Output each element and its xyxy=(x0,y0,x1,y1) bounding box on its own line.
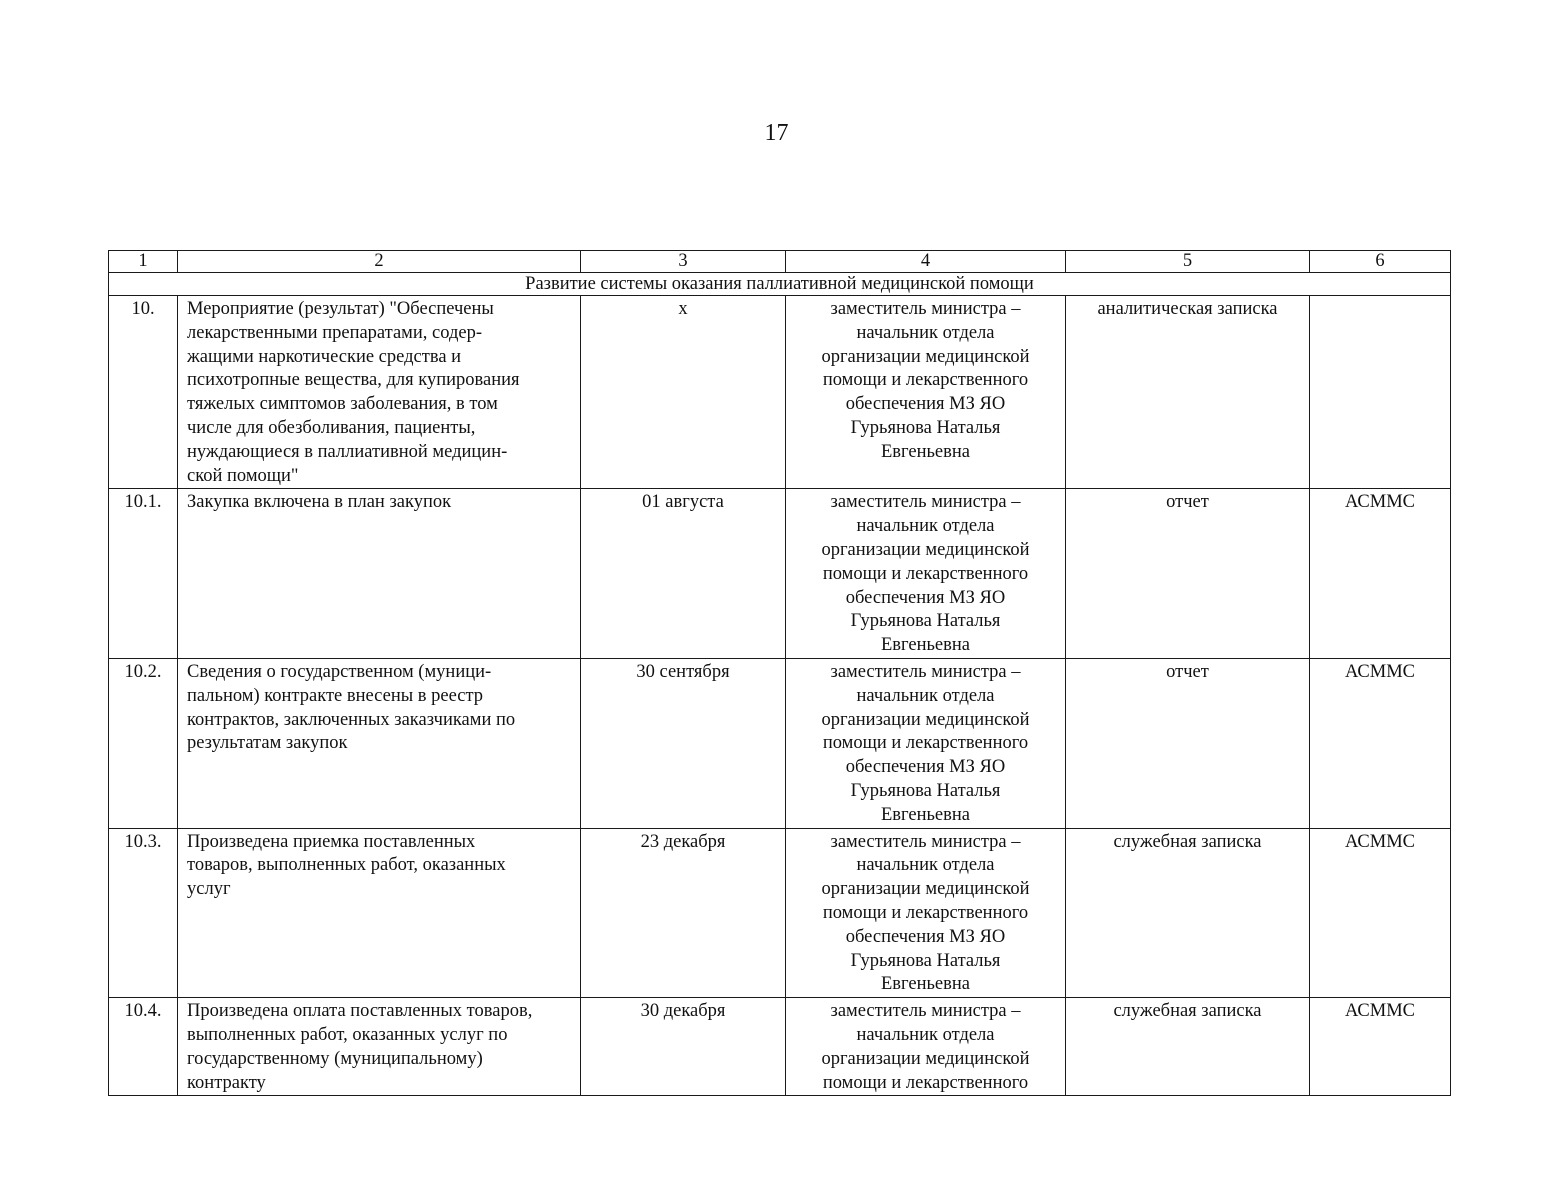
column-number: 3 xyxy=(581,251,786,273)
responsible-line: начальник отдела xyxy=(856,516,995,537)
responsible-line: организации медицинской xyxy=(821,1048,1030,1069)
row-description xyxy=(178,296,581,489)
row-responsible xyxy=(786,828,1066,998)
description-line: контракту xyxy=(187,1072,266,1093)
responsible-line: организации медицинской xyxy=(821,346,1030,367)
responsible-line: начальник отдела xyxy=(856,1024,995,1045)
row-date: 23 декабря xyxy=(581,828,786,998)
description-line: услуг xyxy=(187,879,231,900)
row-number: 10.2. xyxy=(109,658,178,828)
description-line: жащими наркотические средства и xyxy=(187,346,462,367)
row-responsible xyxy=(786,658,1066,828)
description-line: ской помощи" xyxy=(187,465,299,486)
row-document: служебная записка xyxy=(1066,998,1310,1096)
table-row xyxy=(109,489,1451,659)
responsible-line: обеспечения МЗ ЯО xyxy=(845,757,1006,778)
responsible-line: Евгеньевна xyxy=(881,441,970,462)
row-date: х xyxy=(581,296,786,489)
table-row xyxy=(109,296,1451,489)
column-number-row xyxy=(109,251,1451,273)
responsible-line: начальник отдела xyxy=(856,322,995,343)
description-line: выполненных работ, оказанных услуг по xyxy=(187,1024,508,1045)
column-number: 1 xyxy=(109,251,178,273)
row-number: 10.4. xyxy=(109,998,178,1096)
responsible-line: заместитель министра – xyxy=(830,1001,1021,1022)
row-date: 30 декабря xyxy=(581,998,786,1096)
description-line: нуждающиеся в паллиативной медицин- xyxy=(187,441,508,462)
table-row xyxy=(109,998,1451,1096)
measures-table xyxy=(108,250,1451,1096)
description-line: тяжелых симптомов заболевания, в том xyxy=(187,394,498,415)
row-responsible xyxy=(786,998,1066,1096)
description-line: Сведения о государственном (муници- xyxy=(187,661,492,682)
row-number: 10.3. xyxy=(109,828,178,998)
responsible-line: Гурьянова Наталья xyxy=(850,417,1001,438)
responsible-line: помощи и лекарственного xyxy=(822,733,1029,754)
responsible-line: заместитель министра – xyxy=(830,661,1021,682)
row-number: 10. xyxy=(109,296,178,489)
row-date: 30 сентября xyxy=(581,658,786,828)
description-line: пальном) контракте внесены в реестр xyxy=(187,685,484,706)
description-line: Мероприятие (результат) "Обеспечены xyxy=(187,299,494,319)
responsible-line: заместитель министра – xyxy=(830,492,1021,513)
description-line: числе для обезболивания, пациенты, xyxy=(187,417,476,438)
responsible-line: Евгеньевна xyxy=(881,974,970,995)
responsible-line: Евгеньевна xyxy=(881,804,970,825)
row-document: отчет xyxy=(1066,489,1310,659)
page-number: 17 xyxy=(764,120,789,146)
row-system: АСММС xyxy=(1310,658,1451,828)
row-description xyxy=(178,489,581,659)
responsible-line: начальник отдела xyxy=(856,685,995,706)
column-number: 5 xyxy=(1066,251,1310,273)
description-line: Закупка включена в план закупок xyxy=(187,492,452,513)
row-date: 01 августа xyxy=(581,489,786,659)
responsible-line: обеспечения МЗ ЯО xyxy=(845,394,1006,415)
responsible-line: начальник отдела xyxy=(856,855,995,876)
description-line: результатам закупок xyxy=(187,733,348,754)
responsible-line: обеспечения МЗ ЯО xyxy=(845,587,1006,608)
row-system: АСММС xyxy=(1310,828,1451,998)
table-row xyxy=(109,658,1451,828)
responsible-line: организации медицинской xyxy=(821,709,1030,730)
row-system xyxy=(1310,296,1451,489)
responsible-line: Гурьянова Наталья xyxy=(850,950,1001,971)
responsible-line: помощи и лекарственного xyxy=(822,1072,1029,1093)
description-line: Произведена оплата поставленных товаров, xyxy=(187,1001,533,1022)
description-line: товаров, выполненных работ, оказанных xyxy=(187,855,506,876)
row-number: 10.1. xyxy=(109,489,178,659)
description-line: Произведена приемка поставленных xyxy=(187,831,476,852)
row-responsible xyxy=(786,489,1066,659)
description-line: лекарственными препаратами, содер- xyxy=(187,322,483,343)
row-system: АСММС xyxy=(1310,489,1451,659)
row-document: служебная записка xyxy=(1066,828,1310,998)
row-system: АСММС xyxy=(1310,998,1451,1096)
column-number: 6 xyxy=(1310,251,1451,273)
responsible-line: Гурьянова Наталья xyxy=(850,780,1001,801)
row-document: аналитическая записка xyxy=(1066,296,1310,489)
responsible-line: организации медицинской xyxy=(821,539,1030,560)
responsible-line: Гурьянова Наталья xyxy=(850,611,1001,632)
responsible-line: организации медицинской xyxy=(821,879,1030,900)
column-number: 4 xyxy=(786,251,1066,273)
description-line: государственному (муниципальному) xyxy=(187,1048,483,1069)
responsible-line: помощи и лекарственного xyxy=(822,563,1029,584)
section-row xyxy=(109,273,1451,296)
row-responsible xyxy=(786,296,1066,489)
column-number: 2 xyxy=(178,251,581,273)
responsible-line: Евгеньевна xyxy=(881,635,970,656)
responsible-line: помощи и лекарственного xyxy=(822,370,1029,391)
responsible-line: заместитель министра – xyxy=(830,831,1021,852)
description-line: контрактов, заключенных заказчиками по xyxy=(187,709,516,730)
description-line: психотропные вещества, для купирования xyxy=(187,370,520,391)
row-description xyxy=(178,998,581,1096)
section-title: Развитие системы оказания паллиативной медицинской помощи xyxy=(109,273,1451,296)
row-document: отчет xyxy=(1066,658,1310,828)
responsible-line: обеспечения МЗ ЯО xyxy=(845,926,1006,947)
responsible-line: помощи и лекарственного xyxy=(822,902,1029,923)
table-row xyxy=(109,828,1451,998)
responsible-line: заместитель министра – xyxy=(830,299,1021,319)
row-description xyxy=(178,658,581,828)
row-description xyxy=(178,828,581,998)
